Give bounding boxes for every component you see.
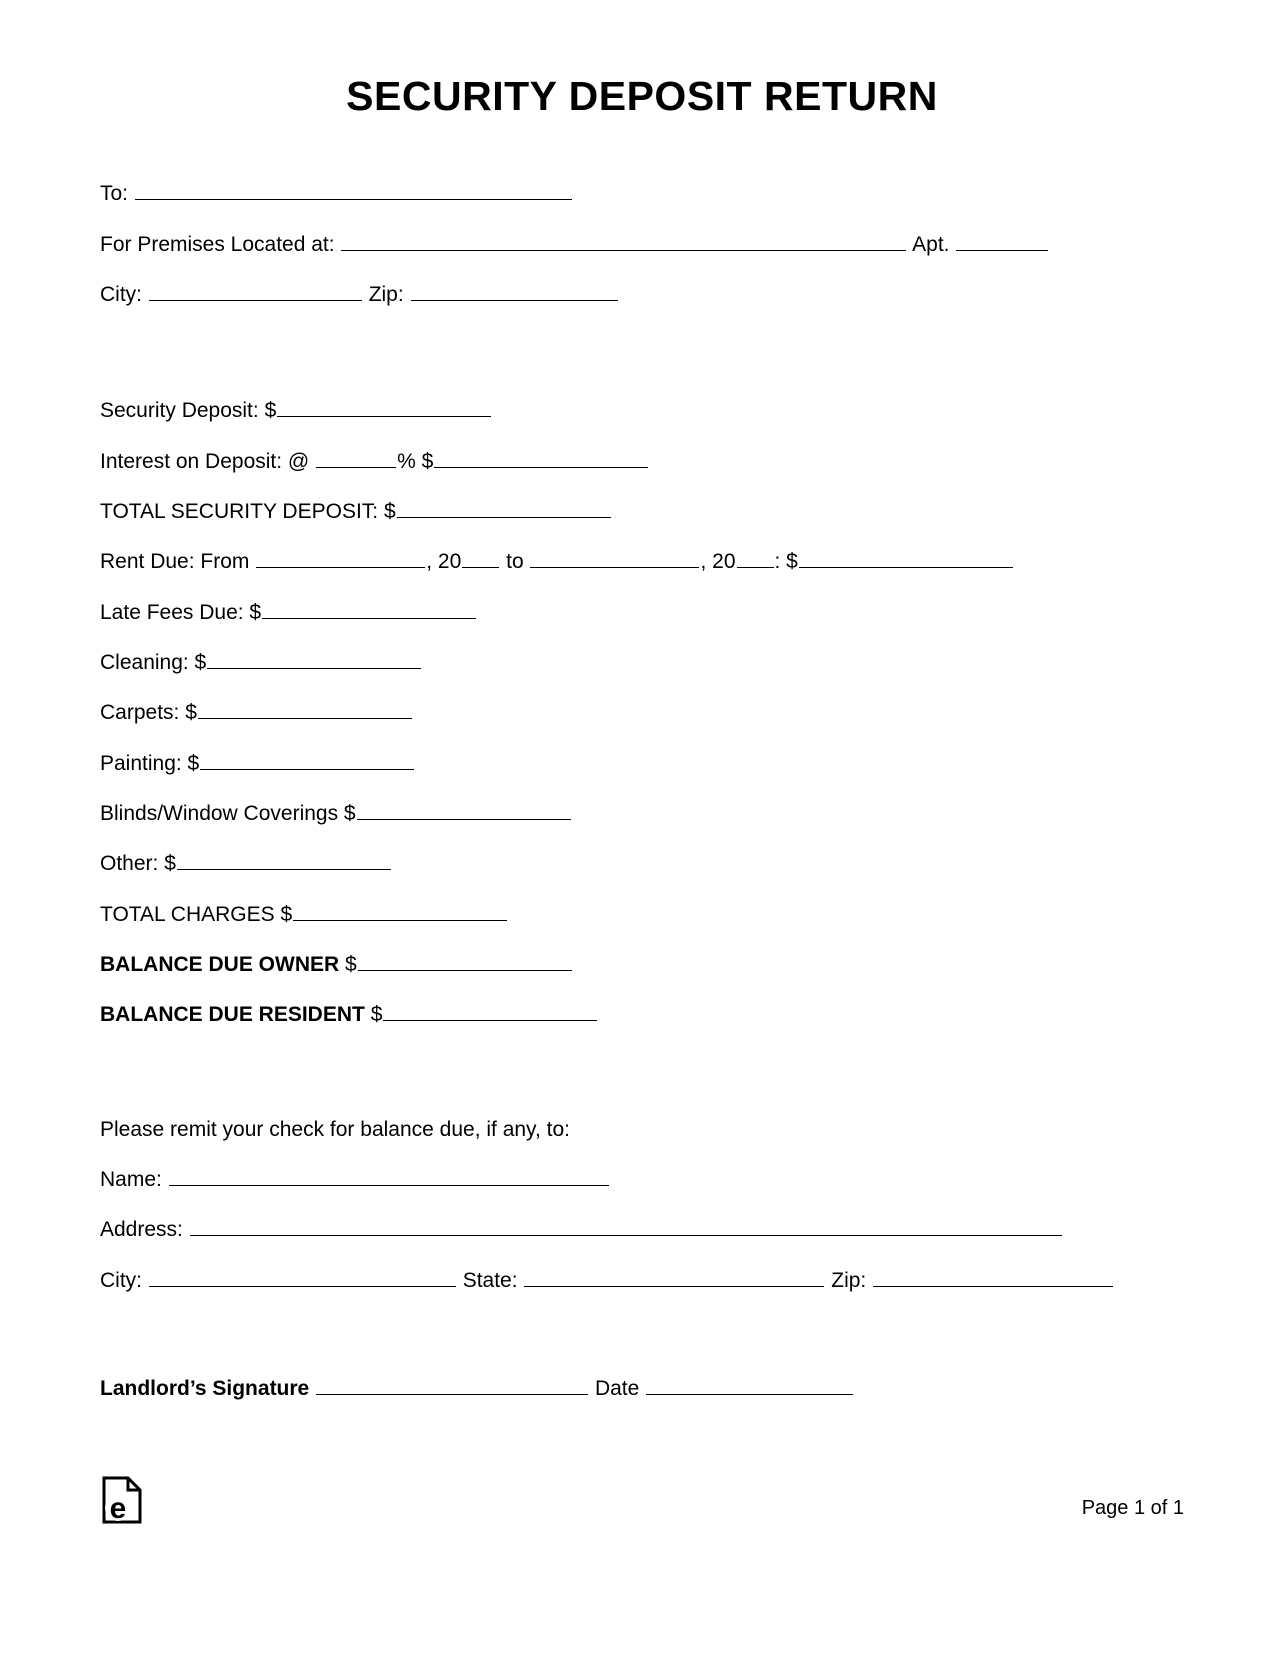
to-row xyxy=(100,180,1184,208)
city-field[interactable] xyxy=(149,281,362,301)
premises-row xyxy=(100,231,1184,259)
to-field[interactable] xyxy=(135,180,572,200)
remit-zip-field[interactable] xyxy=(873,1267,1113,1287)
balance-due-resident-prefix: $ xyxy=(370,1003,383,1027)
signature-date-label: Date xyxy=(594,1377,640,1401)
total-charges-row xyxy=(100,901,1184,929)
interest-label: Interest on Deposit: @ xyxy=(100,449,310,473)
rent-due-amount-prefix: : $ xyxy=(774,550,798,574)
total-security-deposit-field[interactable] xyxy=(397,498,611,518)
balance-due-owner-field[interactable] xyxy=(358,951,572,971)
cleaning-label: Cleaning: $ xyxy=(100,650,207,674)
remit-name-field[interactable] xyxy=(169,1166,609,1186)
landlord-signature-label: Landlord’s Signature xyxy=(100,1377,310,1401)
interest-amount-field[interactable] xyxy=(434,448,648,468)
cleaning-row xyxy=(100,649,1184,677)
balance-due-owner-row xyxy=(100,951,1184,979)
rent-due-to-label: to xyxy=(506,550,524,574)
apt-label: Apt. xyxy=(912,232,950,256)
blinds-field[interactable] xyxy=(357,800,571,820)
blinds-row xyxy=(100,800,1184,828)
remit-name-row xyxy=(100,1166,1184,1194)
remit-address-row xyxy=(100,1216,1184,1244)
rent-due-to-field[interactable] xyxy=(530,548,699,568)
total-charges-field[interactable] xyxy=(293,901,507,921)
svg-text:e: e xyxy=(109,1492,127,1524)
remit-city-state-zip-row xyxy=(100,1267,1184,1295)
rent-due-label: Rent Due: From xyxy=(100,550,250,574)
eforms-logo-icon xyxy=(100,1476,144,1524)
apt-field[interactable] xyxy=(956,231,1048,251)
security-deposit-row xyxy=(100,397,1184,425)
zip-field[interactable] xyxy=(411,281,618,301)
landlord-signature-row xyxy=(100,1375,1184,1403)
remit-city-field[interactable] xyxy=(149,1267,456,1287)
remit-instruction: Please remit your check for balance due, if any, to: xyxy=(100,1117,571,1141)
interest-percent-field[interactable] xyxy=(316,448,396,468)
remit-section xyxy=(100,1116,1184,1295)
painting-field[interactable] xyxy=(200,750,414,770)
signature-section xyxy=(100,1375,1184,1403)
cleaning-field[interactable] xyxy=(207,649,421,669)
other-label: Other: $ xyxy=(100,852,176,876)
zip-label: Zip: xyxy=(368,282,404,306)
city-label: City: xyxy=(100,282,142,306)
late-fees-field[interactable] xyxy=(262,599,476,619)
other-row xyxy=(100,850,1184,878)
premises-label: For Premises Located at: xyxy=(100,232,335,256)
painting-label: Painting: $ xyxy=(100,751,200,775)
page-number: Page 1 of 1 xyxy=(1081,1497,1184,1519)
balance-due-resident-field[interactable] xyxy=(383,1001,597,1021)
total-charges-label: TOTAL CHARGES $ xyxy=(100,902,293,926)
security-deposit-field[interactable] xyxy=(277,397,491,417)
remit-state-label: State: xyxy=(462,1268,518,1292)
security-deposit-label: Security Deposit: $ xyxy=(100,399,277,423)
recipient-section xyxy=(100,180,1184,309)
balance-due-owner-prefix: $ xyxy=(345,953,357,976)
rent-due-from-field[interactable] xyxy=(256,548,425,568)
interest-row xyxy=(100,448,1184,476)
charges-section xyxy=(100,397,1184,1029)
signature-date-field[interactable] xyxy=(646,1375,853,1395)
blinds-label: Blinds/Window Coverings $ xyxy=(100,801,356,825)
total-security-deposit-row xyxy=(100,498,1184,526)
carpets-field[interactable] xyxy=(198,699,412,719)
remit-state-field[interactable] xyxy=(524,1267,824,1287)
carpets-label: Carpets: $ xyxy=(100,701,197,725)
to-label: To: xyxy=(100,182,129,206)
late-fees-row xyxy=(100,599,1184,627)
rent-due-year-2-field[interactable] xyxy=(737,548,774,568)
remit-address-label: Address: xyxy=(100,1218,183,1242)
rent-due-year-1-label: , 20 xyxy=(426,550,462,574)
premises-field[interactable] xyxy=(341,231,906,251)
city-zip-row xyxy=(100,281,1184,309)
footer xyxy=(100,1476,1184,1524)
page-title: SECURITY DEPOSIT RETURN xyxy=(346,73,938,119)
rent-due-year-1-field[interactable] xyxy=(462,548,499,568)
remit-name-label: Name: xyxy=(100,1168,162,1192)
total-security-deposit-label: TOTAL SECURITY DEPOSIT: $ xyxy=(100,499,396,523)
late-fees-label: Late Fees Due: $ xyxy=(100,600,262,624)
rent-due-row xyxy=(100,548,1184,576)
rent-due-year-2-label: , 20 xyxy=(700,550,736,574)
carpets-row xyxy=(100,699,1184,727)
rent-due-amount-field[interactable] xyxy=(799,548,1013,568)
remit-zip-label: Zip: xyxy=(831,1268,867,1292)
interest-percent-suffix: % $ xyxy=(397,449,434,473)
balance-due-owner-label: BALANCE DUE OWNER xyxy=(100,953,340,976)
remit-address-field[interactable] xyxy=(190,1216,1062,1236)
balance-due-resident-row xyxy=(100,1001,1184,1029)
remit-city-label: City: xyxy=(100,1268,142,1292)
other-field[interactable] xyxy=(177,850,391,870)
balance-due-resident-label: BALANCE DUE RESIDENT xyxy=(100,1003,365,1027)
painting-row xyxy=(100,750,1184,778)
landlord-signature-field[interactable] xyxy=(316,1375,588,1395)
